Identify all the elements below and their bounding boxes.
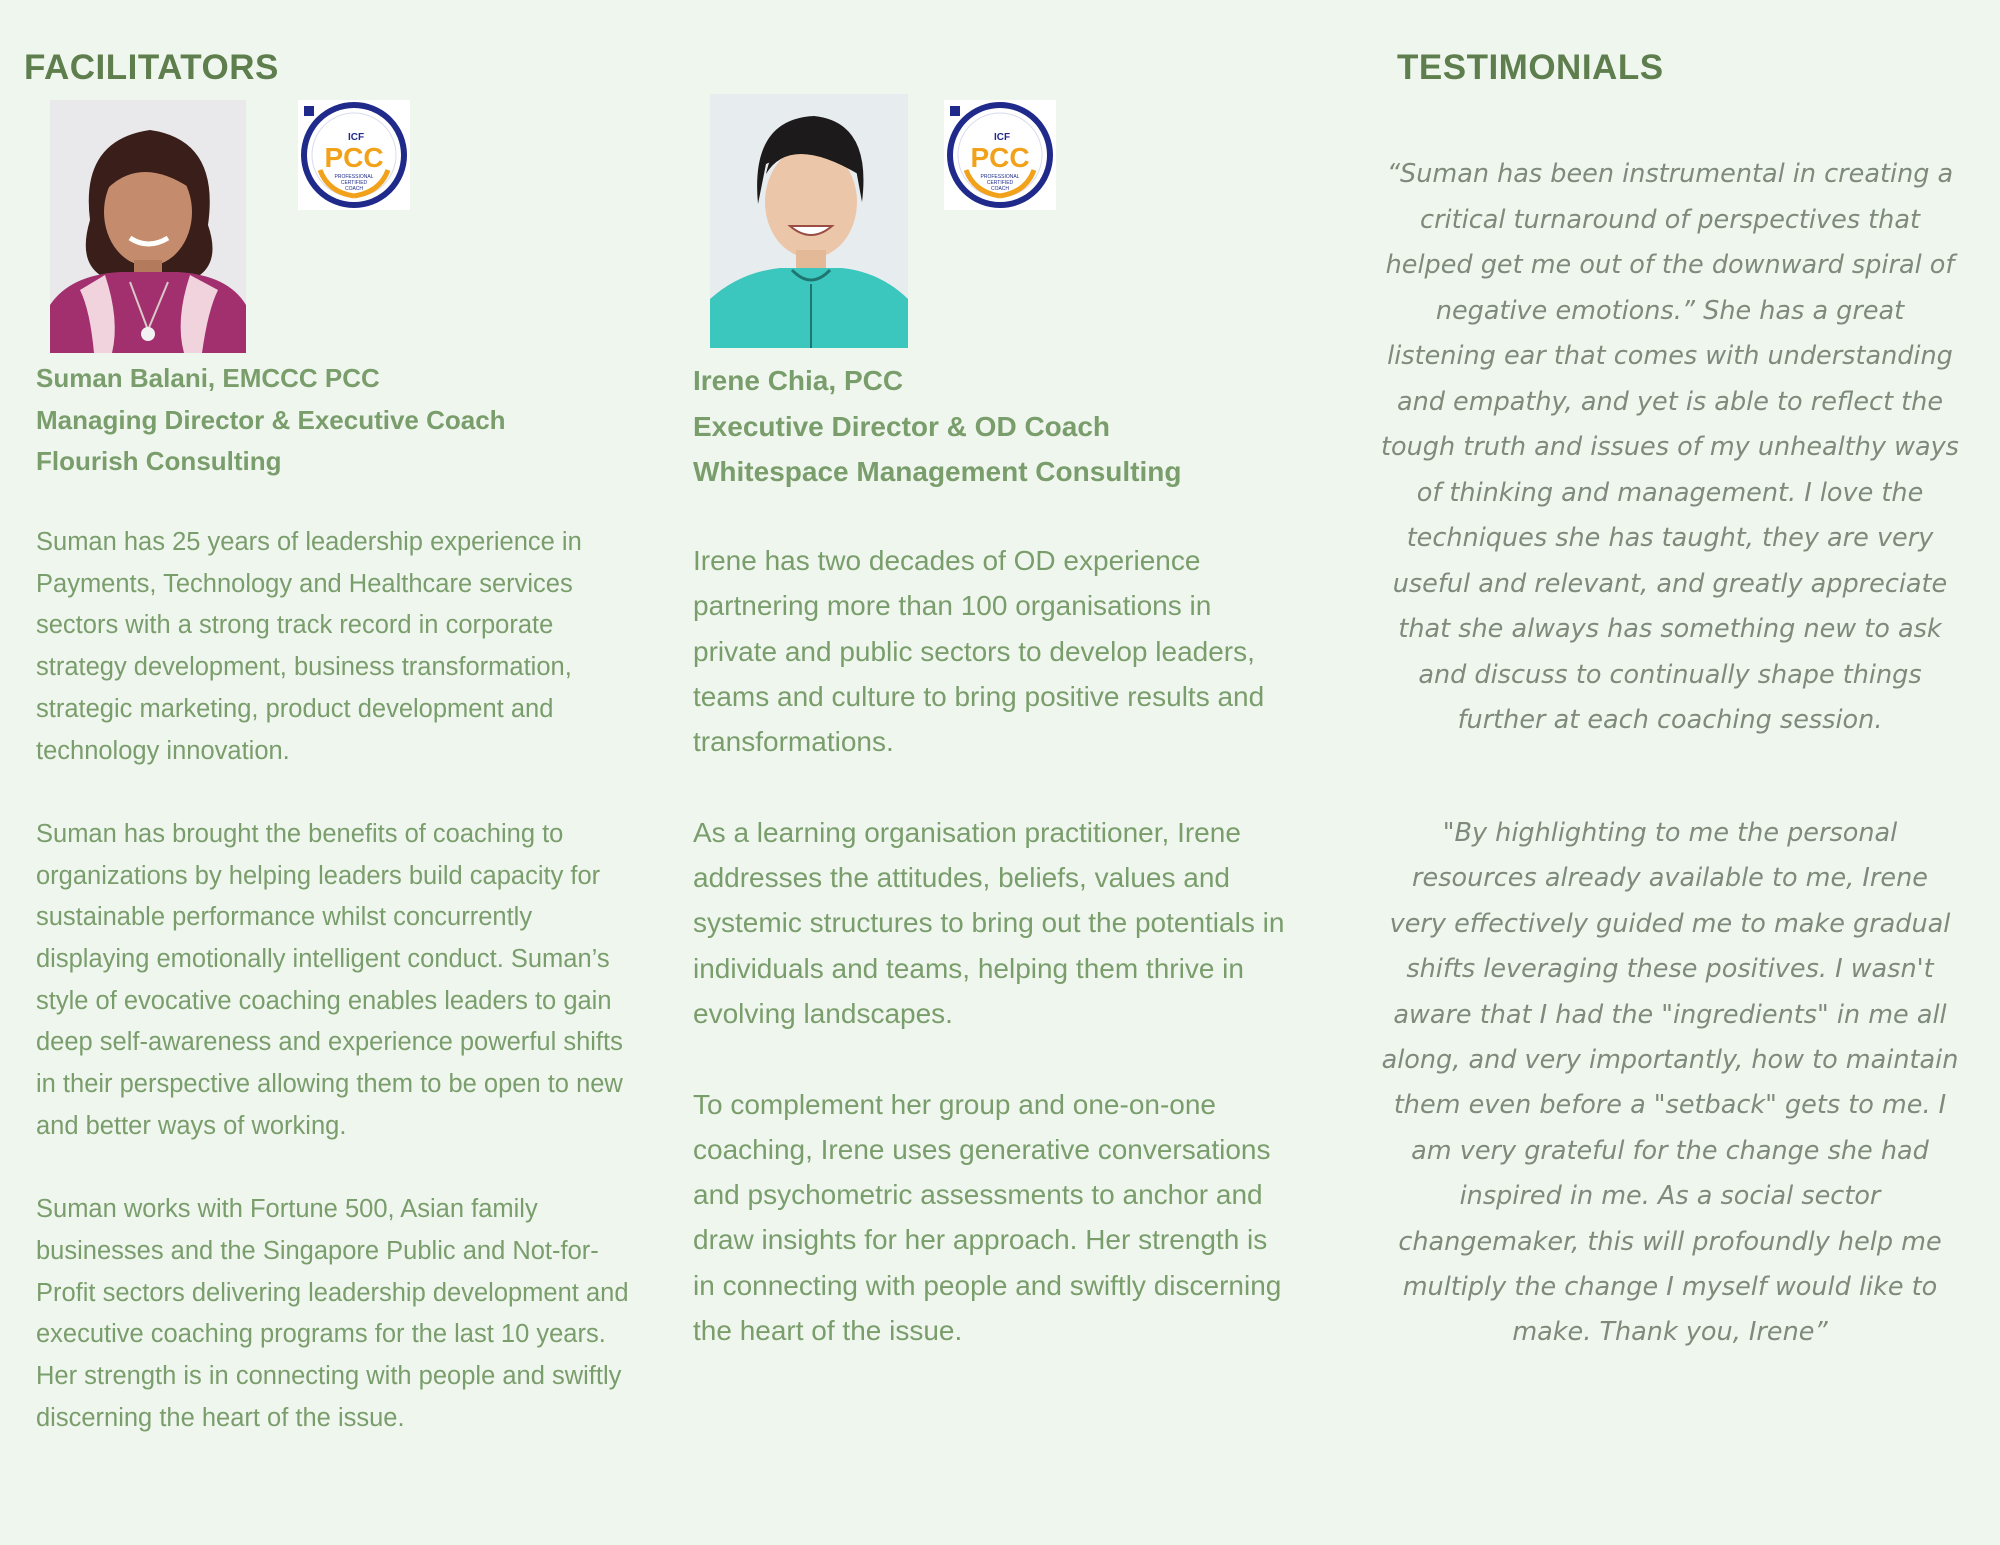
suman-company: Flourish Consulting [36,446,282,476]
testimonial-text: "By highlighting to me the personal resources already available to me, Irene very effectively guided me to make gradual shifts leveraging these positives. I wasn't aware that I had the "ingredients" in me all along, and very importantly, how to maintain them even before a "setback" gets to me. I am very grateful for the change she had inspired in me. As a social sector changemaker, this will profoundly help me multiply the change I myself would like to make. Thank you, Irene” [1381,818,1959,1348]
badge-subtitle-line2: CERTIFIED [986,180,1014,186]
irene-bio-paragraph: To complement her group and one-on-one coaching, Irene uses generative conversations and psychometric assessments to anchor and draw insights for her approach. Her strength is in connecting with people and swiftly discerning the heart of the issue. [693,1088,1282,1347]
pcc-badge-icon [298,100,410,210]
suman-name: Suman Balani, EMCCC PCC [36,363,380,393]
testimonial-text: “Suman has been instrumental in creating a critical turnaround of perspectives that helped get me out of the downward spiral of negative emotions.” She has a great listening ear that comes with understanding and empathy, and yet is able to reflect the tough truth and issues of my unhealthy ways of thinking and management. I love the techniques she has taught, they are very useful and relevant, and greatly appreciate that she always has something new to ask and discuss to continually shape things further at each coaching session. [1381,159,1959,735]
facilitators-heading: FACILITATORS [24,48,279,87]
suman-bio-paragraph: Suman has 25 years of leadership experience in Payments, Technology and Healthcare services sectors with a strong track record in corporate strategy development, business transformation, strategic marketing, product development and technology innovation. [36,528,582,765]
irene-photo [710,94,908,348]
badge-subtitle-line3: COACH [990,186,1010,192]
pcc-badge-icon [944,100,1056,210]
suman-photo [50,100,246,353]
badge-credential-text: PCC [970,142,1030,173]
badge-credential-text: PCC [324,142,384,173]
irene-title: Executive Director & OD Coach [693,410,1111,442]
badge-subtitle-line1: PROFESSIONAL [334,174,374,180]
suman-title: Managing Director & Executive Coach [36,404,506,435]
suman-bio [36,522,636,1439]
irene-name: Irene Chia, PCC [693,365,904,396]
irene-bio-paragraph: As a learning organisation practitioner, Irene addresses the attitudes, beliefs, values and systemic structures to bring out the potentials in individuals and teams, helping them thrive in evolving landscapes. [693,816,1285,1029]
badge-subtitle-line1: PROFESSIONAL [980,174,1020,180]
irene-company: Whitespace Management Consulting [693,456,1182,487]
irene-name-block [693,358,1182,495]
testimonials-heading: TESTIMONIALS [1397,48,1664,87]
badge-logo-text: ICF [347,132,365,143]
irene-bio-paragraph: Irene has two decades of OD experience partnering more than 100 organisations in private and public sectors to develop leaders, teams and culture to bring positive results and transformations. [693,545,1265,758]
suman-name-block [36,358,506,483]
testimonial-suman [1380,152,1960,744]
badge-subtitle-line2: CERTIFIED [340,180,368,186]
testimonial-irene [1380,811,1960,1356]
badge-subtitle-line3: COACH [344,186,364,192]
badge-logo-text: ICF [993,132,1011,143]
suman-bio-paragraph: Suman works with Fortune 500, Asian family businesses and the Singapore Public and Not-for-Profit sectors delivering leadership development and executive coaching programs for the last 10 years. Her strength is in connecting with people and swiftly discerning the heart of the issue. [36,1195,629,1432]
suman-bio-paragraph: Suman has brought the benefits of coaching to organizations by helping leaders build capacity for sustainable performance whilst concurrently displaying emotionally intelligent conduct. Suman’s style of evocative coaching enables leaders to gain deep self-awareness and experience powerful shifts in their perspective allowing them to be open to new and better ways of working. [36,819,623,1140]
irene-bio [693,538,1293,1353]
